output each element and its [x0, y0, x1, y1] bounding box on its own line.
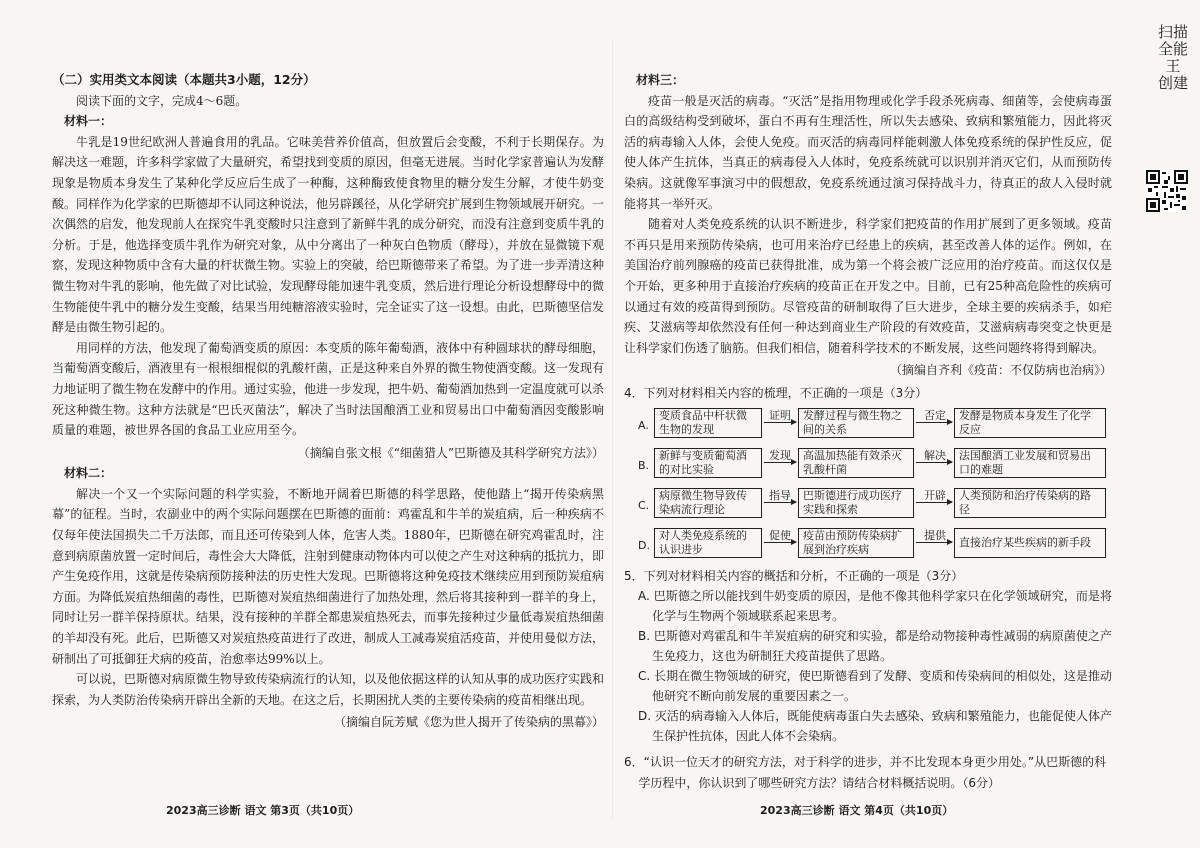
q5-option-a[interactable]: A. 巴斯德之所以能找到牛奶变质的原因，是他不像其他科学家只在化学领域研究，而是将化学与生物两个领域联系起来思考。 [638, 589, 1112, 624]
arrow-right-icon [916, 542, 952, 543]
flow-label: C. [638, 498, 650, 512]
flow-arrow-label-1: 证明 [769, 408, 791, 422]
question-6: 6．“认识一位天才的研究方法，对于科学的进步，并不比发现本身更少用处。”从巴斯德的科学历程中，你认识到了哪些研究方法？请结合材料概括说明。（6分） [624, 755, 1107, 790]
question-4: 4．下列对材料相关内容的梳理，不正确的一项是（3分） [624, 385, 928, 400]
qr-code-icon [1146, 170, 1188, 212]
material-3-label: 材料三： [636, 73, 685, 87]
arrow-right-icon [764, 502, 796, 503]
q5-option-d[interactable]: D. 灭活的病毒输入人体后，既能使病毒蛋白失去感染、致病和繁殖能力，也能促使人体产生保护性抗体，因此人体不会染病。 [638, 709, 1112, 744]
page-fold [612, 40, 613, 820]
flow-box-2: 高温加热能有效杀灭乳酸杆菌 [798, 448, 914, 478]
flow-box-1: 病原微生物导致传染病流行理论 [654, 488, 762, 518]
flow-arrow-label-2: 提供 [924, 528, 946, 542]
arrow-right-icon [916, 462, 952, 463]
flow-label: D. [638, 538, 650, 552]
question-5: 5．下列对材料相关内容的概括和分析，不正确的一项是（3分） [624, 568, 964, 583]
page-3 [52, 70, 604, 733]
section-title: （二）实用类文本阅读（本题共3小题，12分） [52, 72, 316, 87]
material-2-source: （摘编自阮芳赋《您为世人揭开了传染病的黑幕》） [333, 715, 604, 730]
flow-box-2: 巴斯德进行成功医疗实践和探索 [798, 488, 914, 518]
page-3-footer: 2023高三诊断 语文 第3页（共10页） [166, 804, 360, 817]
material-3-paragraph-2: 随着对人类免疫系统的认识不断进步，科学家们把疫苗的作用扩展到了更多领域。疫苗不再只是用来预防传染病，也可用来治疗已经患上的疾病，甚至改善人体的运作。例如，在美国治疗前列腺癌的疫苗已获得批准，成为第一个将会被广泛应用的治疗疫苗。而这仅仅是个开始，更多种用于直接治疗疾病的疫苗正在开发之中。目前，已有25种高危险性的疾病可以通过有效的疫苗得到预防。尽管疫苗的研制取得了巨大进步，全球主要的疾病杀手，如疟疾、艾滋病等却依然没有任何一种达到商业生产阶段的有效疫苗，艾滋病病毒突变之快更是让科学家们伤透了脑筋。但我们相信，随着科学技术的不断发展，这些问题终将得到解决。 [624, 217, 1112, 355]
flow-label: B. [638, 458, 650, 472]
material-3-paragraph-1: 疫苗一般是灭活的病毒。“灭活”是指用物理或化学手段杀死病毒、细菌等，会使病毒蛋白的高级结构受到破坏，蛋白不再有生理活性，所以失去感染、致病和繁殖能力，因此将灭活的病毒输入人体，会使人免疫。而灭活的病毒同样能刺激人体免疫系统的保护性反应，促使人体产生抗体，当真正的病毒侵入人体时，免疫系统就可以识别并消灭它们，从而预防传染病。这就像军事演习中的假想敌，免疫系统通过演习保持战斗力，待真正的敌人入侵时就能将其一举歼灭。 [624, 93, 1112, 211]
material-1-paragraph-2: 用同样的方法，他发现了葡萄酒变质的原因：本变质的陈年葡萄酒，液体中有种圆球状的酵母细胞，当葡萄酒变酸后，酒液里有一根根细棍似的乳酸杆菌，正是这种来自外界的微生物使酒变酸。这一发现有力地证明了微生物在发酵中的作用。通过实验，他进一步发现，把牛奶、葡萄酒加热到一定温度就可以杀死这种微生物。这种方法就是“巴氏灭菌法”，解决了当时法国酿酒工业和贸易出口中葡萄酒因变酸影响质量的难题，被世界各国的食品工业应用至今。 [52, 340, 605, 438]
flow-label: A. [638, 418, 649, 432]
flow-arrow-label-1: 促使 [769, 528, 791, 542]
scanner-watermark: 扫描全能王 创建 [1158, 23, 1189, 92]
flow-box-1: 变质食品中杆状微生物的发现 [654, 408, 762, 438]
material-2-paragraph-2: 可以说，巴斯德对病原微生物导致传染病流行的认知，以及他依据这样的认知从事的成功医疗实践和探索，为人类防治传染病开辟出全新的天地。在这之后，长期困扰人类的主要传染病的疫苗相继出现。 [52, 672, 605, 707]
flow-box-2: 发酵过程与微生物之间的关系 [798, 408, 914, 438]
flow-box-3: 发酵是物质本身发生了化学反应 [954, 408, 1106, 438]
flow-option-b[interactable] [638, 444, 1112, 484]
flow-arrow-label-1: 发现 [769, 448, 791, 462]
page-4-footer: 2023高三诊断 语文 第4页（共10页） [760, 804, 954, 817]
flow-box-1: 对人类免疫系统的认识进步 [654, 528, 762, 558]
flow-option-c[interactable] [638, 484, 1112, 524]
material-1-source: （摘编自张文根《“细菌猎人”巴斯德及其科学研究方法》） [297, 445, 604, 460]
flow-arrow-label-2: 否定 [924, 408, 946, 422]
flow-box-3: 法国酿酒工业发展和贸易出口的难题 [954, 448, 1106, 478]
flow-box-3: 直接治疗某些疾病的新手段 [954, 528, 1106, 558]
q5-option-b[interactable]: B. 巴斯德对鸡霍乱和牛羊炭疽病的研究和实验，都是给动物接种毒性减弱的病原菌使之产生免疫力，这也为研制狂犬疫苗提供了思路。 [638, 629, 1112, 664]
flow-option-a[interactable] [638, 404, 1112, 444]
flowchart-options [624, 404, 1112, 564]
material-1-paragraph-1: 牛乳是19世纪欧洲人普遍食用的乳品。它味美营养价值高，但放置后会变酸，不利于长期保存。为解决这一难题，许多科学家做了大量研究，希望找到变质的原因，但毫无进展。当时化学家普遍认为发酵现象是物质本身发生了某种化学反应后生成了一种酶，这种酶致使食物里的糖分发生分解，才使牛奶变酸。同样作为化学家的巴斯德却不认同这种说法，他另辟蹊径，从化学研究扩展到生物领域展开研究。一次偶然的启发，他发现前人在探究牛乳变酸时只注意到了新鲜牛乳的成分研究，而没有注意到变质牛乳的分析。于是，他选择变质牛乳作为研究对象，从中分离出了一种灰白色物质（酵母），并放在显微镜下观察，发现这种物质中含有大量的杆状微生物。实验上的突破，给巴斯德带来了希望。为了进一步弄清这种微生物对牛乳的影响，他先做了对比试验，发现酵母能加速牛乳变质，然后进行理论分析设想酵母中的微生物能使牛乳中的糖分发生变酸，结果当用纯糖溶液实验时，完全证实了这一设想。由此，巴斯德坚信发酵是由微生物引起的。 [52, 134, 605, 335]
flow-box-1: 新鲜与变质葡萄酒的对比实验 [654, 448, 762, 478]
material-3-source: （摘编自齐利《疫苗：不仅防病也治病》） [889, 363, 1112, 378]
arrow-right-icon [764, 542, 796, 543]
material-2-paragraph-1: 解决一个又一个实际问题的科学实验，不断地开阔着巴斯德的科学思路，使他踏上“揭开传染病黑幕”的征程。当时，农副业中的两个实际问题摆在巴斯德的面前：鸡霍乱和牛羊的炭疽病，后一种疾病不仅每年使法国损失二千万法郎，而且还可传染到人体，危害人类。1880年，巴斯德在研究鸡霍乱时，注意到病原菌放置一定时间后，毒性会大大降低，注射到健康动物体内可以使之产生对这种病的抵抗力，即产生免疫作用，这就是传染病预防接种法的历史性大发现。巴斯德将这种免疫技术继续应用到预防炭疽病方面。为降低炭疽热细菌的毒性，巴斯德对炭疽热细菌进行了加热处理，然后将其接种到一群羊的身上，同时让另一群羊保持原状。结果，没有接种的羊群全都患炭疽热死去，而事先接种过少量低毒炭疽热细菌的羊却没有死。此后，巴斯德又对炭疽热疫苗进行了改进，制成人工减毒炭疽活疫苗，并使用曼似方法，研制出了可抵御狂犬病的疫苗，治愈率达99%以上。 [52, 486, 605, 666]
arrow-right-icon [916, 502, 952, 503]
flow-arrow-label-2: 开辟 [924, 488, 946, 502]
flow-box-3: 人类预防和治疗传染病的路径 [954, 488, 1106, 518]
arrow-right-icon [916, 422, 952, 423]
flow-arrow-label-2: 解决 [924, 448, 946, 462]
q5-option-c[interactable]: C. 长期在微生物领域的研究，使巴斯德看到了发酵、变质和传染病间的相似处，这是推动他研究不断向前发展的重要因素之一。 [638, 669, 1112, 704]
page-4 [624, 70, 1112, 793]
arrow-right-icon [764, 462, 796, 463]
arrow-right-icon [764, 422, 796, 423]
flow-option-d[interactable] [638, 524, 1112, 564]
material-2-label: 材料二： [64, 466, 113, 481]
material-1-label: 材料一： [64, 114, 113, 129]
flow-arrow-label-1: 指导 [769, 488, 791, 502]
flow-box-2: 疫苗由预防传染病扩展到治疗疾病 [798, 528, 914, 558]
instruction: 阅读下面的文字，完成4～6题。 [76, 93, 248, 108]
